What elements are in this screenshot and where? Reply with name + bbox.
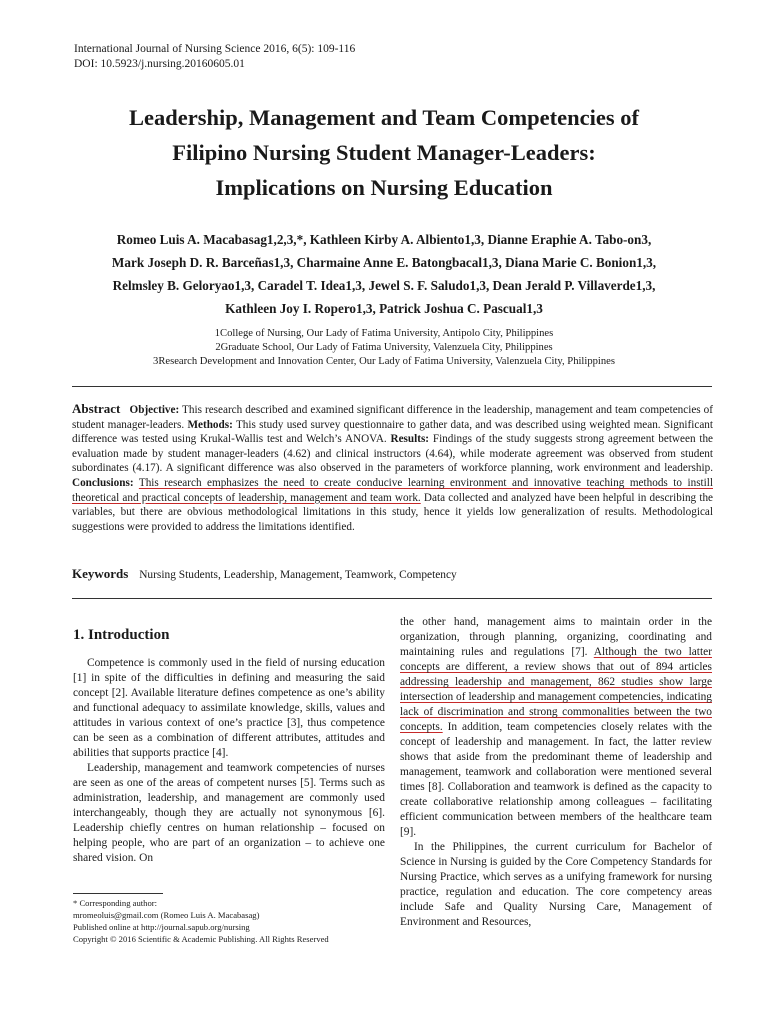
conclusions-text: Data collected and analyzed have been helpful in describing the variables, but there are obvious methodological limitations in this study, hence it yields low generalization of results. Methodological suggestions were provided to address the limitations identified. [72,491,714,533]
journal-header [74,42,355,72]
abstract [72,402,713,534]
intro-paragraph-3-start: the other hand, management aims to maintain order in the organization, through planning, organizing, coordinating and maintaining rules and regulations [7]. [400,616,712,658]
intro-highlight: Although the two latter concepts are different, a review shows that out of 894 articles addressing leadership and management, 862 studies show large intersection of leadership and management competencies, indicating lack of discrimination and strong commonalities between the two concepts. [400,646,712,733]
title-line-1: Leadership, Management and Team Competencies of [129,105,639,130]
affiliation-1: 1College of Nursing, Our Lady of Fatima University, Antipolo City, Philippines [214,328,554,339]
footnote-corresponding: * Corresponding author: [73,898,158,908]
title-line-3: Implications on Nursing Education [215,175,553,200]
intro-paragraph-2: Leadership, management and teamwork competencies of nurses are seen as one of the areas of competent nurses [5]. Terms such as administration, leadership, and management are commonly used interchangeably, though they are actually not synonymous [6]. Leadership chiefly centres on human relationship – focused on helping people, who are part of an organization – to achieve one shared vision. On [73,762,385,864]
doi: DOI: 10.5923/j.nursing.20160605.01 [74,58,245,70]
divider-bottom [72,598,712,599]
results-text: Findings of the study suggests strong agreement between the evaluation made by student manager-leaders (4.62) and clinical instructors (4.64), while moderate agreement was observed from student subordinates (4.17). A significant difference was also observed in the parameters of workforce planning, work environment and leadership. [72,433,714,475]
keywords-list: Nursing Students, Leadership, Management, Teamwork, Competency [139,569,457,581]
left-column [73,656,385,866]
affiliations [40,327,728,369]
footnote-divider [73,893,163,894]
title-line-2: Filipino Nursing Student Manager-Leaders: [172,140,596,165]
paper-title [40,100,728,205]
journal-citation: International Journal of Nursing Science 2016, 6(5): 109-116 [74,43,356,55]
conclusions-highlight: This research emphasizes the need to create conducive learning environment and innovative teaching methods to instill theoretical and practical concepts of leadership, management and team work. [72,476,713,504]
results-label: Results: [390,433,430,446]
authors-line-3: Relmsley B. Geloryao1,3, Caradel T. Idea1,3, Jewel S. F. Saludo1,3, Dean Jerald P. Villaverde1,3, [112,278,656,293]
section-heading-introduction: 1. Introduction [73,627,170,643]
affiliation-2: 2Graduate School, Our Lady of Fatima University, Valenzuela City, Philippines [215,342,553,353]
methods-text: This study used survey questionnaire to gather data, and was described using weighted mean. Significant difference was tested using Krukal-Wallis test and Welch’s ANOVA. [72,418,714,446]
footnote-copyright: Copyright © 2016 Scientific & Academic Publishing. All Rights Reserved [73,934,329,944]
abstract-heading: Abstract [72,401,121,416]
authors-line-1: Romeo Luis A. Macabasag1,2,3,*, Kathleen Kirby A. Albiento1,3, Dianne Eraphie A. Tabo-on3, [116,232,652,247]
methods-label: Methods: [187,418,233,431]
intro-paragraph-1: Competence is commonly used in the field of nursing education [1] in spite of the difficulties in defining and measuring the said concept [2]. Available literature defines competence as one’s ability and functional adequacy to assimilate knowledge, skills, values and attitudes in various context of one’s practice [3], thus competence can be seen as a combination of different attributes, attitudes and abilities that supports practice [4]. [73,657,385,759]
authors-line-2: Mark Joseph D. R. Barceñas1,3, Charmaine Anne E. Batongbacal1,3, Diana Marie C. Bonion1,3, [111,255,657,270]
intro-paragraph-3 [400,615,712,840]
divider-top [72,386,712,387]
objective-text: This research described and examined significant difference in the leadership, management and team competencies of student manager-leaders. [72,404,714,431]
keywords [72,566,457,582]
keywords-heading: Keywords [72,566,129,581]
footnote-published: Published online at http://journal.sapub.org/nursing [73,922,250,932]
intro-paragraph-4: In the Philippines, the current curriculum for Bachelor of Science in Nursing is guided by the Core Competency Standards for Nursing Practice, which serves as a unifying framework for nursing practice, regulation and education. The core competency areas include Safe and Quality Nursing Care, Management of Environment and Resources, [400,841,712,928]
objective-label: Objective: [129,404,180,416]
conclusions-label: Conclusions: [72,476,134,489]
intro-paragraph-3-end: In addition, team competencies closely relates with the concept of leadership and management. In fact, the latter review shows that aside from the predominant theme of leadership and management, teamwork and collaboration were mentioned several times [8]. Collaboration and teamwork is defined as the capacity to create collaborative relationship among colleagues – facilitating efficient communication between members of the healthcare team [9]. [400,721,712,838]
footnote-email: mromeoluis@gmail.com (Romeo Luis A. Macabasag) [73,910,260,920]
affiliation-3: 3Research Development and Innovation Center, Our Lady of Fatima University, Valenzuela City, Philippines [153,356,615,367]
author-list [40,228,728,320]
footnotes [73,897,393,945]
right-column [400,615,712,930]
authors-line-4: Kathleen Joy I. Ropero1,3, Patrick Joshua C. Pascual1,3 [225,301,543,316]
